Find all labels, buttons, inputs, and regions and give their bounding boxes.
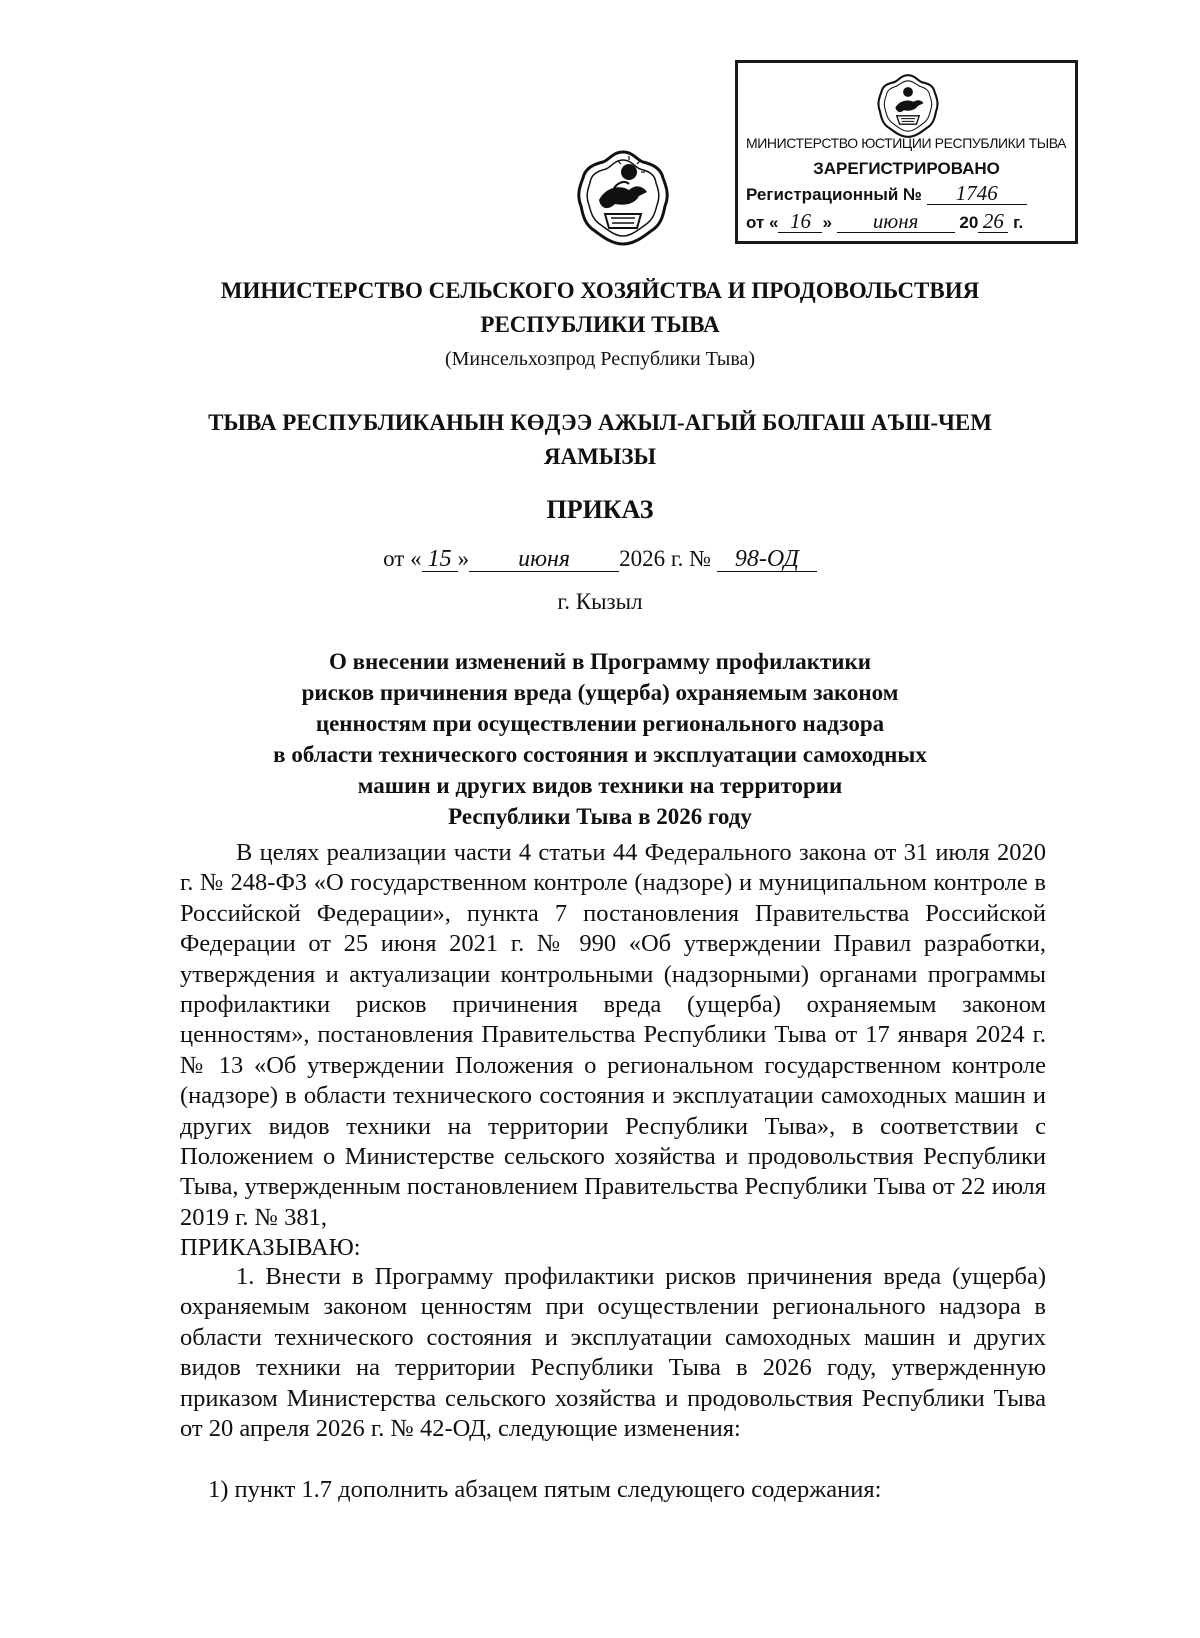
stamp-date-month: июня — [837, 211, 955, 233]
order-date-year: 2026 г. № — [619, 546, 712, 571]
tyva-emblem-icon — [573, 148, 673, 248]
order-date-prefix: от « — [383, 546, 422, 571]
city: г. Кызыл — [557, 589, 643, 614]
title-line2: рисков причинения вреда (ущерба) охраняемым законом — [301, 680, 899, 705]
ministry-tyvan-line1: ТЫВА РЕСПУБЛИКАНЫН КӨДЭЭ АЖЫЛ-АГЫЙ БОЛГАШ АЪШ-ЧЕМ — [208, 410, 992, 435]
stamp-reg-number-row — [746, 183, 1027, 205]
document-title — [150, 646, 1050, 832]
stamp-date-mid: » — [822, 213, 832, 232]
stamp-reg-label: Регистрационный № — [746, 185, 922, 204]
subitem-1-paragraph: 1) пункт 1.7 дополнить абзацем пятым следующего содержания: — [208, 1476, 882, 1503]
title-line1: О внесении изменений в Программу профилактики — [328, 649, 872, 674]
ministry-name-line1: МИНИСТЕРСТВО СЕЛЬСКОГО ХОЗЯЙСТВА И ПРОДОВОЛЬСТВИЯ — [220, 278, 980, 303]
order-number: 98-ОД — [717, 547, 817, 572]
order-date-day: 15 — [422, 547, 458, 572]
stamp-year-prefix: 20 — [959, 213, 979, 232]
ministry-short-name: (Минсельхозпрод Республики Тыва) — [444, 348, 756, 370]
preamble-paragraph: В целях реализации части 4 статьи 44 Федерального закона от 31 июля 2020 г. № 248-ФЗ «О государственном контроле (надзоре) и муниципальном контроле в Российской Федерации», пункта 7 постановления Правительства Российской Федерации от 25 июня 2021 г. № 990 «Об утверждении Правил разработки, утверждения и актуализации контрольными (надзорными) органами программы профилактики рисков причинения вреда (ущерба) охраняемым законом ценностям», постановления Правительства Республики Тыва от 17 января 2024 г. № 13 «Об утверждении Положения о региональном государственном контроле (надзоре) в области технического состояния и эксплуатации самоходных машин и других видов техники на территории Республики Тыва», в соответствии с Положением о Министерстве сельского хозяйства и продовольствия Республики Тыва, утвержденным постановлением Правительства Республики Тыва от 22 июля 2019 г. № 381, — [180, 839, 1046, 1231]
stamp-reg-number: 1746 — [927, 183, 1027, 205]
stamp-date-day: 16 — [778, 211, 822, 233]
stamp-year-suffix: 26 — [978, 211, 1008, 233]
stamp-date-end: г. — [1013, 213, 1024, 232]
order-date-row — [150, 546, 1050, 572]
title-line6: Республики Тыва в 2026 году — [448, 804, 752, 829]
title-line5: машин и других видов техники на территории — [357, 773, 843, 798]
stamp-date-row — [746, 211, 1023, 233]
item-1-block — [180, 1262, 1046, 1444]
subitem-1-block — [180, 1475, 1046, 1505]
ministry-name-tyvan — [150, 406, 1050, 474]
title-line3: ценностям при осуществлении регионального надзора — [315, 711, 885, 736]
stamp-registered: ЗАРЕГИСТРИРОВАНО — [813, 159, 1000, 178]
tyva-emblem-small-icon — [873, 71, 943, 141]
ministry-name — [150, 274, 1050, 342]
item-1-paragraph: 1. Внести в Программу профилактики рисков причинения вреда (ущерба) охраняемым законом ценностям при осуществлении регионального надзора в области технического состояния и эксплуатации самоходных машин и других видов техники на территории Республики Тыва в 2026 году, утвержденную приказом Министерства сельского хозяйства и продовольствия Республики Тыва от 20 апреля 2026 г. № 42-ОД, следующие изменения: — [180, 1263, 1046, 1443]
ministry-name-line2: РЕСПУБЛИКИ ТЫВА — [480, 312, 720, 337]
order-date-mid: » — [457, 546, 470, 571]
title-line4: в области технического состояния и эксплуатации самоходных — [273, 742, 927, 767]
stamp-date-prefix: от « — [746, 213, 779, 232]
order-date-month: июня — [469, 547, 619, 572]
order-word: ПРИКАЗЫВАЮ: — [180, 1234, 361, 1262]
ministry-tyvan-line2: ЯАМЫЗЫ — [543, 444, 657, 469]
order-title: ПРИКАЗ — [546, 495, 654, 524]
registration-stamp — [735, 60, 1078, 244]
preamble-block — [180, 838, 1046, 1264]
stamp-ministry: МИНИСТЕРСТВО ЮСТИЦИИ РЕСПУБЛИКИ ТЫВА — [746, 135, 1067, 151]
